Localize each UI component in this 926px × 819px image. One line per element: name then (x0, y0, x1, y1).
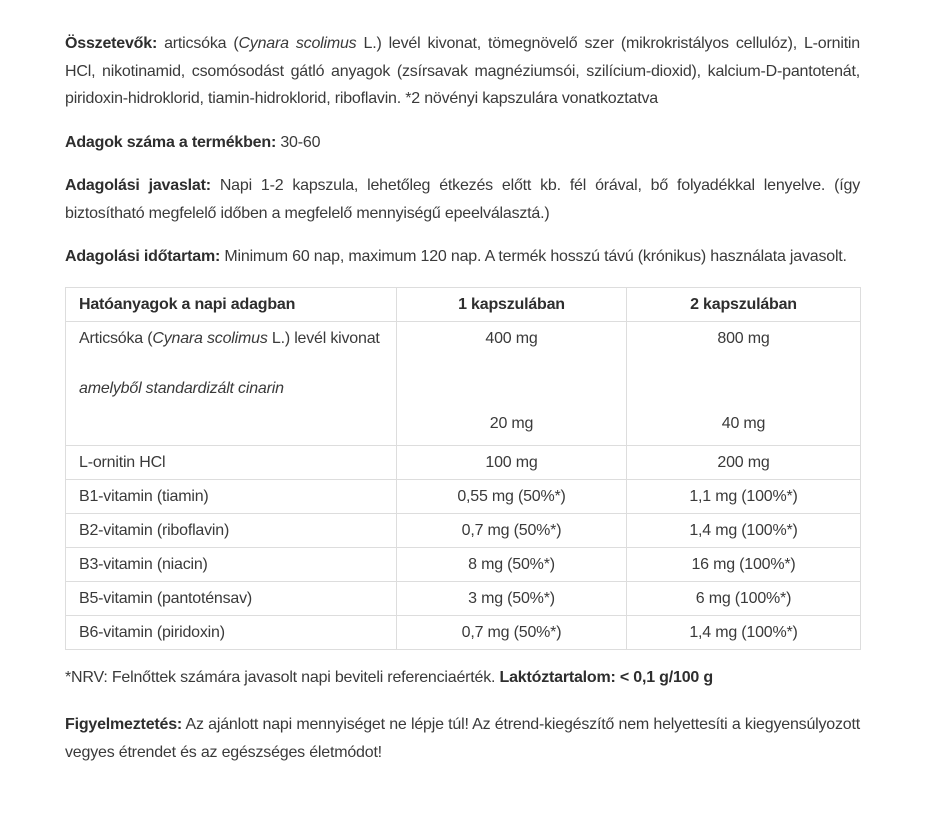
value-1-capsule: 3 mg (50%*) (397, 581, 627, 615)
nrv-text: *NRV: Felnőttek számára javasolt napi beviteli referenciaérték. (65, 668, 500, 686)
warning-text: Az ajánlott napi mennyiséget ne lépje túl! Az étrend-kiegészítő nem helyettesíti a kiegyensúlyozott vegyes étrendet és az egészséges életmódot! (65, 716, 860, 761)
duration-paragraph (65, 243, 860, 271)
ingredients-text-post: L.) levél kivonat, tömegnövelő szer (mikrokristályos cellulóz), L-ornitin HCl, nikotinamid, csomósodást gátló anyagok (zsírsavak magnéziumsói, szilícium-dioxid), kalcium-D-pantotenát, piridoxin-hidroklorid, tiamin-hidroklorid, riboflavin. *2 növényi kapszulára vonatkoztatva (65, 35, 860, 107)
table-row-b3-vitamin (66, 547, 861, 581)
artichoke-cynarin-value-1: 20 mg (489, 414, 534, 432)
ingredient-name: B1-vitamin (tiamin) (66, 479, 397, 513)
value-2-capsules: 1,4 mg (100%*) (627, 513, 861, 547)
nrv-footnote (65, 664, 860, 692)
value-2-capsules: 200 mg (627, 445, 861, 479)
dosage-label: Adagolási javaslat: (65, 177, 211, 194)
ingredients-latin-name: Cynara scolimus (238, 35, 357, 52)
value-2-capsules: 1,4 mg (100%*) (627, 615, 861, 649)
dosage-text: Napi 1-2 kapszula, lehetőleg étkezés előtt kb. fél órával, bő folyadékkal lenyelve. (így biztosítható megfelelő időben a megfelelő mennyiségű epeelválasztá.) (65, 177, 860, 222)
artichoke-subname-text: amelyből standardizált cinarin (79, 379, 284, 397)
value-1-capsule: 0,7 mg (50%*) (397, 615, 627, 649)
duration-label: Adagolási időtartam: (65, 248, 221, 265)
duration-text: Minimum 60 nap, maximum 120 nap. A termék hosszú távú (krónikus) használata javasolt. (220, 248, 847, 265)
artichoke-name-post: L.) levél kivonat (267, 329, 380, 347)
value-1-capsule: 0,7 mg (50%*) (397, 513, 627, 547)
artichoke-name-pre: Articsóka ( (79, 329, 153, 347)
table-row-b2-vitamin (66, 513, 861, 547)
servings-line (65, 129, 860, 157)
value-2-capsules: 6 mg (100%*) (627, 581, 861, 615)
table-row-b1-vitamin (66, 479, 861, 513)
warning-paragraph (65, 711, 860, 766)
artichoke-extract-value-1: 400 mg (485, 329, 538, 347)
nutrition-table (65, 287, 861, 650)
table-row-b5-vitamin (66, 581, 861, 615)
header-2-capsules: 2 kapszulában (627, 287, 861, 321)
value-1-capsule: 100 mg (397, 445, 627, 479)
artichoke-values-1-capsule (397, 321, 627, 445)
ingredients-label: Összetevők: (65, 35, 158, 52)
ingredients-paragraph (65, 30, 860, 113)
header-1-capsule: 1 kapszulában (397, 287, 627, 321)
value-2-capsules: 16 mg (100%*) (627, 547, 861, 581)
table-row-l-ornitin (66, 445, 861, 479)
table-row-artichoke (66, 321, 861, 445)
value-1-capsule: 8 mg (50%*) (397, 547, 627, 581)
ingredient-name: B5-vitamin (pantoténsav) (66, 581, 397, 615)
table-row-b6-vitamin (66, 615, 861, 649)
ingredient-name: B3-vitamin (niacin) (66, 547, 397, 581)
ingredients-text-pre: articsóka ( (157, 35, 239, 52)
ingredient-name: B2-vitamin (riboflavin) (66, 513, 397, 547)
ingredient-name: B6-vitamin (piridoxin) (66, 615, 397, 649)
artichoke-subname (79, 375, 383, 402)
warning-label: Figyelmeztetés: (65, 716, 183, 733)
artichoke-extract-value-2: 800 mg (717, 329, 770, 347)
artichoke-cynarin-value-2: 40 mg (721, 414, 766, 432)
value-1-capsule: 0,55 mg (50%*) (397, 479, 627, 513)
ingredient-name: L-ornitin HCl (66, 445, 397, 479)
header-active-ingredients: Hatóanyagok a napi adagban (66, 287, 397, 321)
artichoke-name (79, 325, 383, 352)
lactose-content-label: Laktóztartalom: < 0,1 g/100 g (499, 668, 713, 686)
dosage-paragraph (65, 172, 860, 227)
table-header-row (66, 287, 861, 321)
artichoke-values-2-capsules (627, 321, 861, 445)
value-2-capsules: 1,1 mg (100%*) (627, 479, 861, 513)
artichoke-name-cell (66, 321, 397, 445)
servings-value: 30-60 (276, 133, 321, 151)
artichoke-latin-name: Cynara scolimus (152, 329, 268, 347)
servings-label: Adagok száma a termékben: (65, 133, 277, 151)
